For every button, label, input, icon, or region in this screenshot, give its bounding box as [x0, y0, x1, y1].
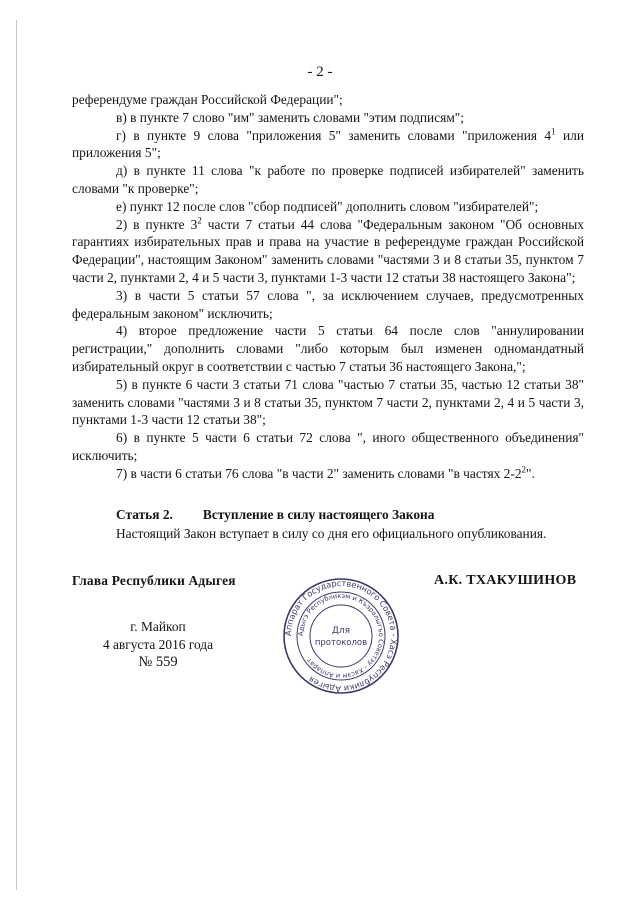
signatory-position: Глава Республики Адыгея — [72, 573, 236, 588]
paragraph: 2) в пункте $3^2$ части 7 статьи 44 слова "Федеральным законом "Об основных гарантиях избирательных прав и права на участие в референдуме граждан Российской Федерации", настоящим Законом" заменить словами "частями 3 и 8 статьи 35, пунктом 7 части 2, пунктами 2, 4 и 5 части 3, пунктами 1-3 части 12 статьи 38 настоящего Закона"; — [72, 215, 584, 285]
official-stamp — [281, 576, 401, 696]
stamp-center-line-2: протоколов — [314, 638, 368, 648]
stamp-center-line-1: Для — [331, 626, 351, 636]
paragraph: д) в пункте 11 слова "к работе по проверке подписей избирателей" заменить словами "к проверке"; — [72, 163, 584, 196]
paragraph: референдуме граждан Российской Федерации"; — [72, 92, 343, 107]
law-number: № 559 — [138, 653, 178, 670]
paragraph: 5) в пункте 6 части 3 статьи 71 слова "частью 7 статьи 35, частью 12 статьи 38" заменить словами "частями 3 и 8 статьи 35, пунктом 7 части 2, пунктами 2, 4 и 5 части 3, пунктами 1-3 части 12 статьи 38"; — [72, 376, 584, 428]
stamp-inner-ring — [310, 605, 372, 667]
signing-place-block — [88, 618, 228, 671]
stamp-outer-text: Аппарат Государственного Совета - Хасэ Республики Адыгея — [282, 577, 400, 695]
stamp-inner-text: Адыгэ Республикэм и Къэралыгъо Советэу - Хасэм и Аппарат — [296, 591, 386, 681]
paragraph: 7) в части 6 статьи 76 слова "в части 2" заменить словами "в частях $2-2^2$". — [116, 464, 535, 481]
signing-city: г. Майкоп — [130, 619, 186, 634]
paragraph: е) пункт 12 после слов "сбор подписей" дополнить словом "избирателей"; — [116, 198, 539, 214]
signatory-name: А.К. ТХАКУШИНОВ — [434, 573, 577, 588]
paragraph: 3) в части 5 статьи 57 слова ", за исключением случаев, предусмотренных федеральным законом" исключить; — [72, 287, 584, 321]
article-title: Вступление в силу настоящего Закона — [202, 507, 435, 522]
scan-edge-line — [16, 20, 17, 890]
page-number: - 2 - — [307, 64, 333, 80]
article-text: Настоящий Закон вступает в силу со дня его официального опубликования. — [116, 526, 547, 541]
paragraph: в) в пункте 7 слово "им" заменить словами "этим подписям"; — [116, 109, 464, 125]
paragraph: г) в пункте 9 слова "приложения 5" заменить словами "приложения $4^1$ или приложения 5"; — [72, 126, 584, 161]
signing-date: 4 августа 2016 года — [102, 636, 214, 652]
paragraph: 4) второе предложение части 5 статьи 64 после слов "аннулировании регистрации," дополнить словами "либо которым был изменен одномандатный избирательный округ в соответствии с частью 7 статьи 36 настоящего Закона,"; — [72, 323, 584, 374]
paragraph: 6) в пункте 5 части 6 статьи 72 слова ", иного общественного объединения" исключить; — [72, 430, 584, 463]
article-label: Статья 2. — [116, 507, 173, 522]
article-heading — [116, 507, 586, 523]
document-body — [72, 91, 584, 483]
